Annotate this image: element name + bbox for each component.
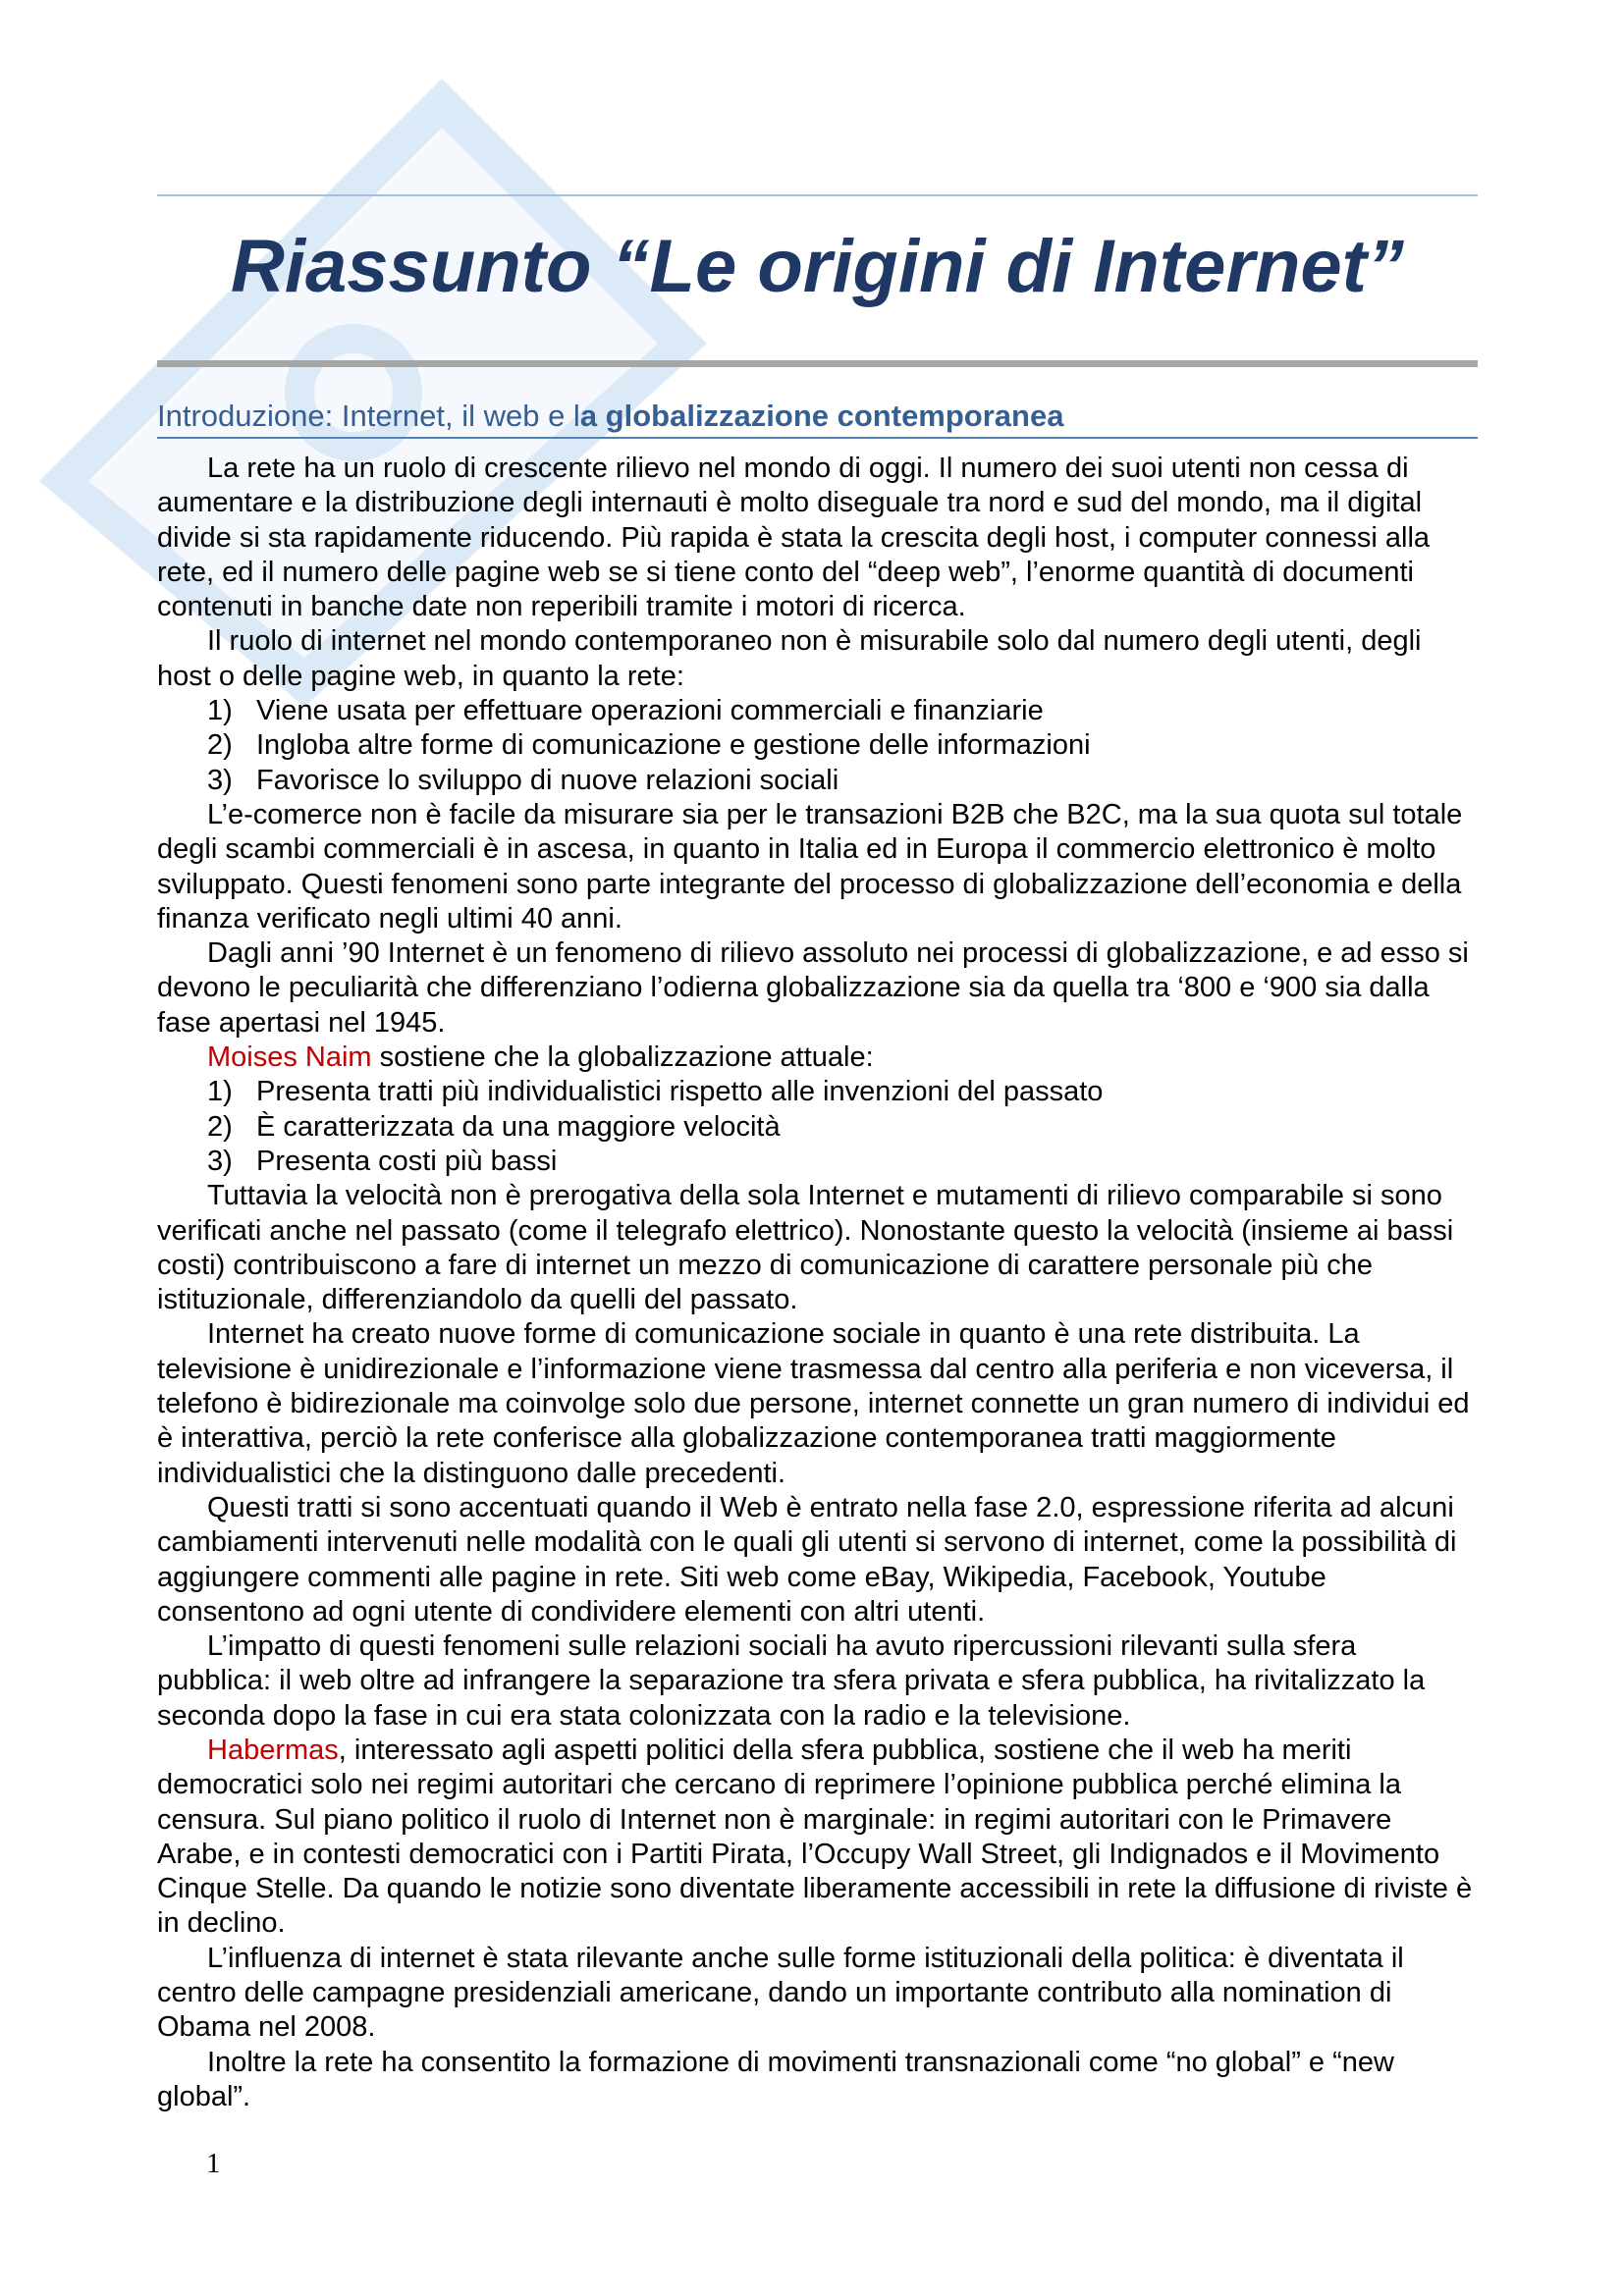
paragraph-5 [157, 1041, 1478, 1075]
body-text [157, 452, 1478, 2114]
list-1 [157, 694, 1478, 798]
paragraph-8: Questi tratti si sono accentuati quando il Web è entrato nella fase 2.0, espressione riferita ad alcuni cambiamenti intervenuti nelle modalità con le quali gli utenti si servono di internet, come la possibilità di aggiungere commenti alle pagine in rete. Siti web come eBay, Wikipedia, Facebook, Youtube consentono ad ogni utente di condividere elementi con altri utenti. [157, 1491, 1457, 1628]
section-heading-rule [157, 437, 1478, 439]
title-top-rule [157, 194, 1478, 196]
paragraph-10-text: , interessato agli aspetti politici della sfera pubblica, sostiene che il web ha meriti democratici solo nei regimi autoritari che cercano di reprimere l’opinione pubblica perché elimina la censura. Sul piano politico il ruolo di Internet non è marginale: in regimi autoritari con le Primavere Arabe, e in contesti democratici con i Partiti Pirata, l’Occupy Wall Street, gli Indignados e il Movimento Cinque Stelle. Da quando le notizie sono diventate liberamente accessibili in rete la diffusione di riviste è in declino. [157, 1734, 1473, 1940]
document-title: Riassunto “Le origini di Internet” [231, 225, 1404, 308]
section-heading-part1: Introduzione: Internet, il web e l [157, 399, 580, 433]
paragraph-4: Dagli anni ’90 Internet è un fenomeno di rilievo assoluto nei processi di globalizzazione, e ad esso si devono le peculiarità che differenziano l’odierna globalizzazione sia da quella tra ‘800 e ‘900 sia dalla fase apertasi nel 1945. [157, 937, 1469, 1039]
list-number: 1) [207, 695, 233, 727]
list-number: 2) [207, 1110, 233, 1143]
list-text: Ingloba altre forme di comunicazione e gestione delle informazioni [256, 729, 1091, 762]
page-number: 1 [206, 2148, 221, 2179]
paragraph-6: Tuttavia la velocità non è prerogativa della sola Internet e mutamenti di rilievo comparabile si sono verificati anche nel passato (come il telegrafo elettrico). Nonostante questo la velocità (insieme ai bassi costi) contribuiscono a fare di internet un mezzo di comunicazione di carattere personale più che istituzionale, differenziandolo da quelli del passato. [157, 1180, 1454, 1316]
list-number: 3) [207, 1145, 233, 1177]
list-number: 1) [207, 1076, 233, 1108]
paragraph-2: Il ruolo di internet nel mondo contemporaneo non è misurabile solo dal numero degli utenti, degli host o delle pagine web, in quanto la rete: [157, 625, 1422, 692]
list-text: Favorisce lo sviluppo di nuove relazioni sociali [256, 764, 839, 796]
list-item [157, 1145, 1478, 1179]
section-heading [157, 397, 1478, 436]
list-item [157, 694, 1478, 728]
paragraph-1: La rete ha un ruolo di crescente rilievo nel mondo di oggi. Il numero dei suoi utenti non cessa di aumentare e la distribuzione degli internauti è molto diseguale tra nord e sud del mondo, ma il digital divide si sta rapidamente riducendo. Più rapida è stata la crescita degli host, i computer connessi alla rete, ed il numero delle pagine web se si tiene conto del “deep web”, l’enorme quantità di documenti contenuti in banche date non reperibili tramite i motori di ricerca. [157, 453, 1431, 623]
title-bottom-rule [157, 360, 1478, 367]
list-number: 2) [207, 729, 233, 762]
list-item [157, 728, 1478, 763]
list-text: Presenta costi più bassi [256, 1145, 558, 1177]
person-name: Habermas [207, 1734, 339, 1766]
list-2 [157, 1075, 1478, 1179]
paragraph-7: Internet ha creato nuove forme di comunicazione sociale in quanto è una rete distribuita. La televisione è unidirezionale e l’informazione viene trasmessa dal centro alla periferia e non viceversa, il telefono è bidirezionale ma coinvolge solo due persone, internet connette un gran numero di individui ed è interattiva, perciò la rete conferisce alla globalizzazione contemporanea tratti maggiormente individualistici che la distinguono dalle precedenti. [157, 1318, 1470, 1489]
paragraph-12: Inoltre la rete ha consentito la formazione di movimenti transnazionali come “no global” e “new global”. [157, 2046, 1394, 2112]
list-item [157, 764, 1478, 798]
list-item [157, 1110, 1478, 1145]
list-text: Presenta tratti più individualistici rispetto alle invenzioni del passato [256, 1076, 1104, 1108]
list-number: 3) [207, 764, 233, 796]
paragraph-3: L’e-comerce non è facile da misurare sia per le transazioni B2B che B2C, ma la sua quota sul totale degli scambi commerciali è in ascesa, in quanto in Italia ed in Europa il commercio elettronico è molto sviluppato. Questi fenomeni sono parte integrante del processo di globalizzazione dell’economia e della finanza verificato negli ultimi 40 anni. [157, 798, 1463, 934]
list-item [157, 1075, 1478, 1109]
person-name: Moises Naim [207, 1041, 372, 1074]
paragraph-11: L’influenza di internet è stata rilevante anche sulle forme istituzionali della politica: è diventata il centro delle campagne presidenziali americane, dando un importante contributo alla nomination di Obama nel 2008. [157, 1942, 1404, 2044]
paragraph-9: L’impatto di questi fenomeni sulle relazioni sociali ha avuto ripercussioni rilevanti sulla sfera pubblica: il web oltre ad infrangere la separazione tra sfera privata e sfera pubblica, ha rivitalizzato la seconda dopo la fase in cui era stata colonizzata con la radio e la televisione. [157, 1630, 1426, 1732]
list-text: È caratterizzata da una maggiore velocità [256, 1110, 781, 1143]
list-text: Viene usata per effettuare operazioni commerciali e finanziarie [256, 695, 1044, 727]
paragraph-5-text: sostiene che la globalizzazione attuale: [371, 1041, 874, 1074]
paragraph-10 [157, 1734, 1478, 1942]
section-heading-part2: a globalizzazione contemporanea [579, 399, 1064, 433]
